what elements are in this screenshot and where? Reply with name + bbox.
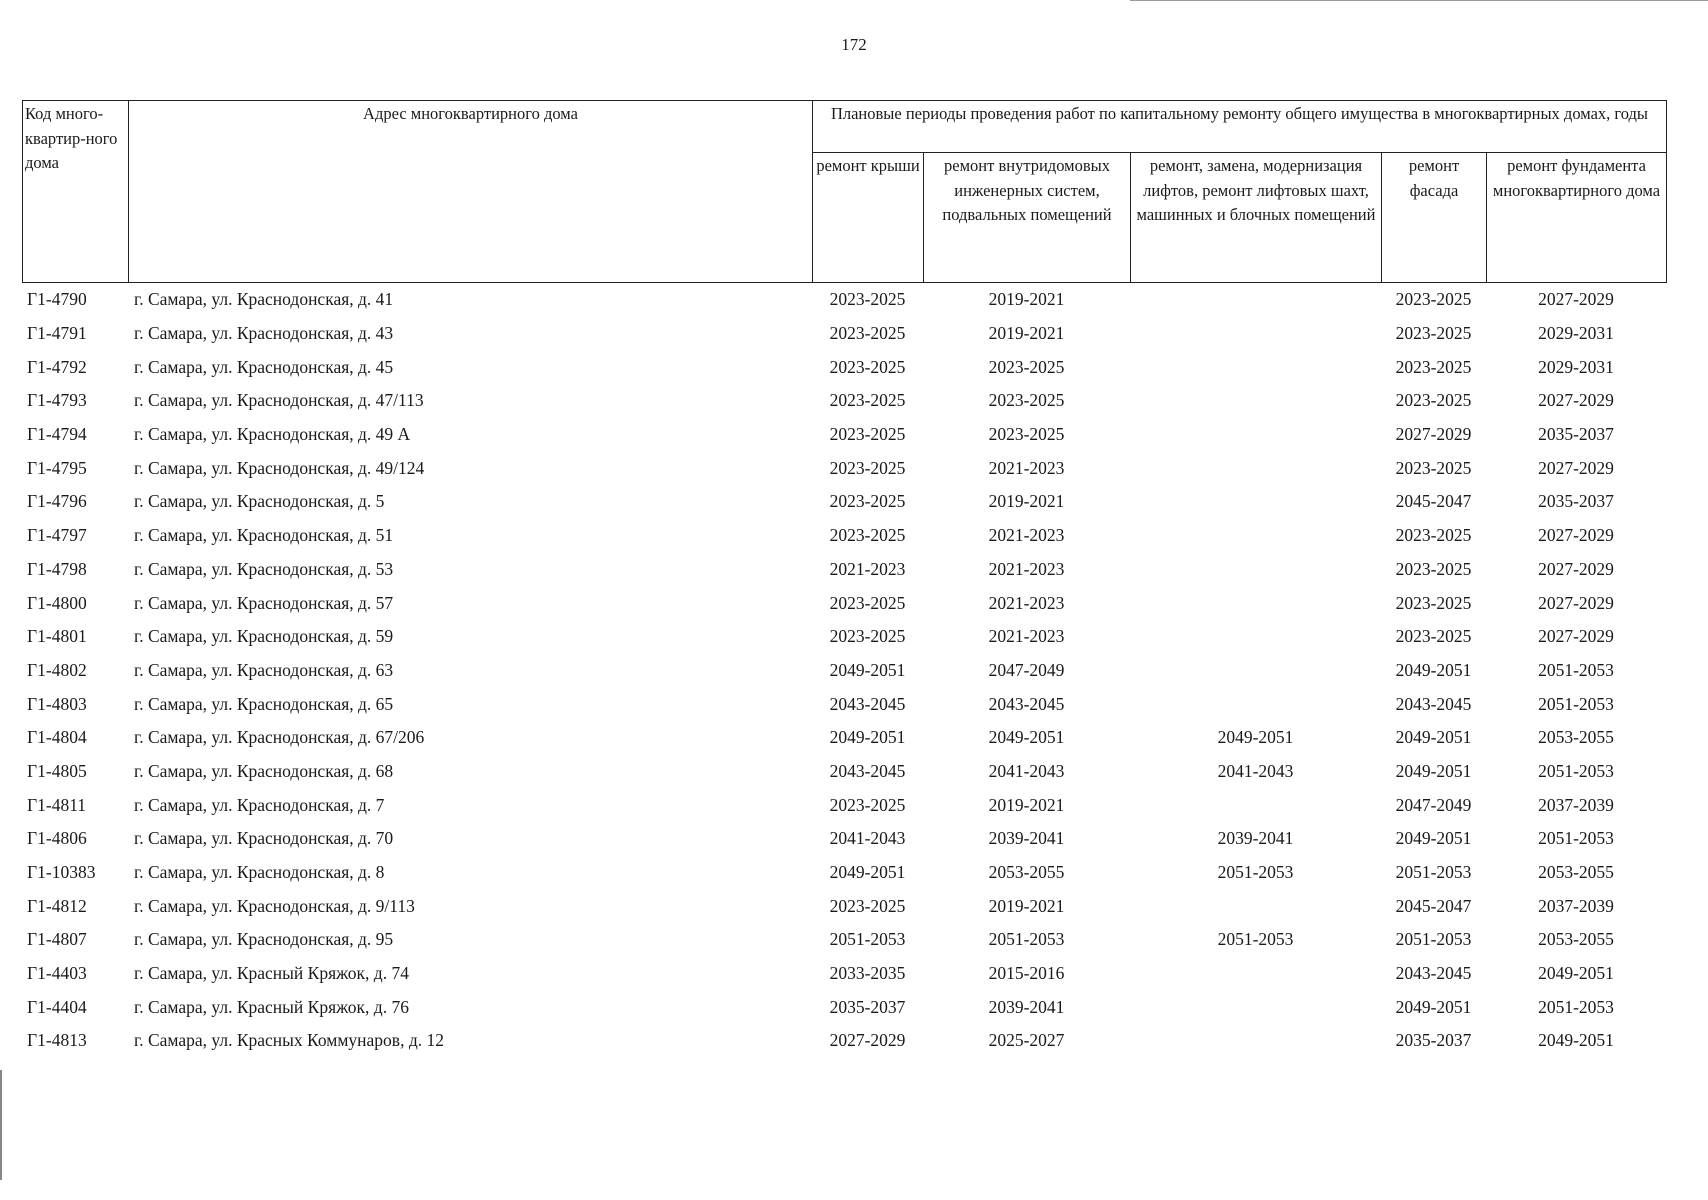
cell-foundation: 2051-2053 <box>1538 760 1614 781</box>
cell-address: г. Самара, ул. Краснодонская, д. 5 <box>134 491 385 512</box>
cell-systems: 2021-2023 <box>988 525 1065 546</box>
header-elevators: ремонт, замена, модернизация лифтов, ремонт лифтовых шахт, машинных и блочных помещений <box>1131 153 1382 283</box>
cell-systems: 2039-2041 <box>988 996 1065 1017</box>
cell-roof: 2043-2045 <box>829 760 906 781</box>
cell-facade: 2051-2053 <box>1395 929 1472 950</box>
cell-systems: 2019-2021 <box>988 323 1065 344</box>
cell-address: г. Самара, ул. Красный Кряжок, д. 74 <box>134 963 409 984</box>
cell-facade: 2045-2047 <box>1395 491 1472 512</box>
cell-address: г. Самара, ул. Краснодонская, д. 70 <box>134 828 394 849</box>
cell-code: Г1-4798 <box>27 558 87 579</box>
cell-address: г. Самара, ул. Краснодонская, д. 95 <box>134 929 394 950</box>
header-periods: Плановые периоды проведения работ по капитальному ремонту общего имущества в многоквартирных домах, годы <box>813 101 1667 153</box>
cell-roof: 2049-2051 <box>829 727 906 748</box>
cell-roof: 2049-2051 <box>829 862 906 883</box>
cell-roof: 2023-2025 <box>829 525 906 546</box>
header-address: Адрес многоквартирного дома <box>129 101 813 283</box>
cell-foundation: 2027-2029 <box>1538 289 1614 310</box>
table-row <box>22 721 1666 755</box>
cell-foundation: 2035-2037 <box>1538 424 1614 445</box>
table-row <box>22 755 1666 789</box>
cell-foundation: 2029-2031 <box>1538 323 1614 344</box>
cell-address: г. Самара, ул. Краснодонская, д. 43 <box>134 323 394 344</box>
cell-elevators <box>1130 620 1381 654</box>
cell-elevators: 2051-2053 <box>1217 862 1294 883</box>
cell-systems: 2051-2053 <box>988 929 1065 950</box>
cell-facade: 2043-2045 <box>1395 693 1472 714</box>
cell-facade: 2023-2025 <box>1395 289 1472 310</box>
table-row <box>22 451 1666 485</box>
cell-foundation: 2027-2029 <box>1538 626 1614 647</box>
table-row <box>22 923 1666 957</box>
cell-facade: 2049-2051 <box>1395 828 1472 849</box>
cell-address: г. Самара, ул. Краснодонская, д. 57 <box>134 592 394 613</box>
cell-systems: 2023-2025 <box>988 424 1065 445</box>
cell-code: Г1-4795 <box>27 457 87 478</box>
cell-code: Г1-4792 <box>27 356 87 377</box>
cell-facade: 2049-2051 <box>1395 760 1472 781</box>
cell-facade: 2027-2029 <box>1395 424 1472 445</box>
cell-elevators <box>1130 519 1381 553</box>
cell-roof: 2023-2025 <box>829 356 906 377</box>
cell-elevators <box>1130 1024 1381 1058</box>
cell-systems: 2043-2045 <box>988 693 1065 714</box>
table-row <box>22 654 1666 688</box>
cell-address: г. Самара, ул. Краснодонская, д. 53 <box>134 558 394 579</box>
cell-roof: 2041-2043 <box>829 828 906 849</box>
cell-address: г. Самара, ул. Краснодонская, д. 45 <box>134 356 394 377</box>
cell-elevators: 2049-2051 <box>1217 727 1294 748</box>
cell-facade: 2049-2051 <box>1395 659 1472 680</box>
cell-systems: 2025-2027 <box>988 1030 1065 1051</box>
cell-code: Г1-4807 <box>27 929 87 950</box>
cell-roof: 2049-2051 <box>829 659 906 680</box>
cell-address: г. Самара, ул. Краснодонская, д. 47/113 <box>134 390 424 411</box>
table-body <box>22 283 1666 1058</box>
cell-facade: 2023-2025 <box>1395 323 1472 344</box>
cell-systems: 2041-2043 <box>988 760 1065 781</box>
cell-systems: 2015-2016 <box>988 963 1065 984</box>
cell-address: г. Самара, ул. Краснодонская, д. 41 <box>134 289 394 310</box>
cell-elevators <box>1130 957 1381 991</box>
cell-address: г. Самара, ул. Краснодонская, д. 67/206 <box>134 727 425 748</box>
cell-facade: 2023-2025 <box>1395 558 1472 579</box>
cell-elevators <box>1130 687 1381 721</box>
cell-foundation: 2053-2055 <box>1538 727 1614 748</box>
cell-address: г. Самара, ул. Краснодонская, д. 8 <box>134 862 385 883</box>
cell-foundation: 2027-2029 <box>1538 558 1614 579</box>
cell-roof: 2051-2053 <box>829 929 906 950</box>
cell-facade: 2023-2025 <box>1395 457 1472 478</box>
cell-foundation: 2037-2039 <box>1538 794 1614 815</box>
cell-roof: 2023-2025 <box>829 424 906 445</box>
table-row <box>22 822 1666 856</box>
cell-address: г. Самара, ул. Краснодонская, д. 65 <box>134 693 394 714</box>
cell-address: г. Самара, ул. Краснодонская, д. 7 <box>134 794 385 815</box>
table-row <box>22 350 1666 384</box>
table-row <box>22 586 1666 620</box>
cell-facade: 2045-2047 <box>1395 895 1472 916</box>
cell-facade: 2051-2053 <box>1395 862 1472 883</box>
cell-systems: 2021-2023 <box>988 457 1065 478</box>
cell-elevators <box>1130 586 1381 620</box>
cell-code: Г1-4796 <box>27 491 87 512</box>
cell-code: Г1-4404 <box>27 996 87 1017</box>
cell-code: Г1-4806 <box>27 828 87 849</box>
cell-code: Г1-4803 <box>27 693 87 714</box>
cell-code: Г1-4790 <box>27 289 87 310</box>
header-facade: ремонт фасада <box>1382 153 1487 283</box>
cell-foundation: 2053-2055 <box>1538 929 1614 950</box>
cell-systems: 2021-2023 <box>988 626 1065 647</box>
cell-facade: 2023-2025 <box>1395 592 1472 613</box>
cell-elevators <box>1130 283 1381 317</box>
cell-code: Г1-4812 <box>27 895 87 916</box>
table-row <box>22 553 1666 587</box>
cell-code: Г1-4802 <box>27 659 87 680</box>
table-row <box>22 485 1666 519</box>
cell-code: Г1-4403 <box>27 963 87 984</box>
cell-code: Г1-4800 <box>27 592 87 613</box>
cell-systems: 2049-2051 <box>988 727 1065 748</box>
cell-code: Г1-4791 <box>27 323 87 344</box>
table-row <box>22 283 1666 317</box>
cell-elevators <box>1130 418 1381 452</box>
cell-address: г. Самара, ул. Красный Кряжок, д. 76 <box>134 996 409 1017</box>
cell-address: г. Самара, ул. Красных Коммунаров, д. 12 <box>134 1030 444 1051</box>
cell-foundation: 2051-2053 <box>1538 693 1614 714</box>
table-header <box>22 100 1667 283</box>
scan-margin-line <box>0 1070 2 1180</box>
cell-foundation: 2035-2037 <box>1538 491 1614 512</box>
table-row <box>22 1024 1666 1058</box>
cell-foundation: 2051-2053 <box>1538 659 1614 680</box>
table-row <box>22 317 1666 351</box>
cell-foundation: 2049-2051 <box>1538 1030 1614 1051</box>
cell-roof: 2027-2029 <box>829 1030 906 1051</box>
cell-systems: 2021-2023 <box>988 558 1065 579</box>
cell-elevators <box>1130 317 1381 351</box>
cell-foundation: 2027-2029 <box>1538 457 1614 478</box>
cell-elevators <box>1130 889 1381 923</box>
scan-edge-line <box>1130 0 1708 1</box>
table-row <box>22 519 1666 553</box>
header-code: Код много-квартир-ного дома <box>23 101 129 283</box>
cell-foundation: 2037-2039 <box>1538 895 1614 916</box>
header-systems: ремонт внутридомовых инженерных систем, подвальных помещений <box>924 153 1131 283</box>
cell-systems: 2047-2049 <box>988 659 1065 680</box>
cell-roof: 2021-2023 <box>829 558 906 579</box>
cell-elevators <box>1130 451 1381 485</box>
cell-elevators: 2039-2041 <box>1217 828 1294 849</box>
cell-code: Г1-4797 <box>27 525 87 546</box>
cell-systems: 2019-2021 <box>988 491 1065 512</box>
cell-roof: 2043-2045 <box>829 693 906 714</box>
cell-address: г. Самара, ул. Краснодонская, д. 49/124 <box>134 457 425 478</box>
cell-code: Г1-4805 <box>27 760 87 781</box>
cell-systems: 2019-2021 <box>988 895 1065 916</box>
cell-facade: 2047-2049 <box>1395 794 1472 815</box>
cell-elevators: 2041-2043 <box>1217 760 1294 781</box>
cell-foundation: 2051-2053 <box>1538 996 1614 1017</box>
table-rows <box>22 283 1666 1058</box>
cell-foundation: 2049-2051 <box>1538 963 1614 984</box>
cell-elevators: 2051-2053 <box>1217 929 1294 950</box>
cell-facade: 2023-2025 <box>1395 626 1472 647</box>
cell-address: г. Самара, ул. Краснодонская, д. 9/113 <box>134 895 415 916</box>
cell-address: г. Самара, ул. Краснодонская, д. 59 <box>134 626 394 647</box>
cell-foundation: 2027-2029 <box>1538 390 1614 411</box>
cell-code: Г1-4793 <box>27 390 87 411</box>
cell-roof: 2035-2037 <box>829 996 906 1017</box>
header-roof: ремонт крыши <box>813 153 924 283</box>
cell-code: Г1-4813 <box>27 1030 87 1051</box>
cell-systems: 2023-2025 <box>988 390 1065 411</box>
cell-roof: 2023-2025 <box>829 457 906 478</box>
cell-elevators <box>1130 553 1381 587</box>
cell-roof: 2023-2025 <box>829 491 906 512</box>
cell-roof: 2023-2025 <box>829 289 906 310</box>
cell-systems: 2019-2021 <box>988 289 1065 310</box>
cell-facade: 2023-2025 <box>1395 390 1472 411</box>
cell-systems: 2023-2025 <box>988 356 1065 377</box>
cell-roof: 2023-2025 <box>829 323 906 344</box>
cell-roof: 2023-2025 <box>829 592 906 613</box>
cell-code: Г1-4794 <box>27 424 87 445</box>
cell-roof: 2023-2025 <box>829 626 906 647</box>
cell-systems: 2039-2041 <box>988 828 1065 849</box>
cell-elevators <box>1130 990 1381 1024</box>
table-row <box>22 620 1666 654</box>
table-row <box>22 957 1666 991</box>
table-row <box>22 418 1666 452</box>
cell-facade: 2023-2025 <box>1395 356 1472 377</box>
cell-address: г. Самара, ул. Краснодонская, д. 49 А <box>134 424 411 445</box>
cell-code: Г1-4811 <box>27 794 87 815</box>
table-row <box>22 687 1666 721</box>
cell-foundation: 2051-2053 <box>1538 828 1614 849</box>
table-row <box>22 990 1666 1024</box>
table-row <box>22 889 1666 923</box>
cell-systems: 2053-2055 <box>988 862 1065 883</box>
cell-systems: 2019-2021 <box>988 794 1065 815</box>
cell-elevators <box>1130 788 1381 822</box>
page-number: 172 <box>841 35 867 54</box>
cell-elevators <box>1130 485 1381 519</box>
cell-roof: 2023-2025 <box>829 895 906 916</box>
cell-facade: 2023-2025 <box>1395 525 1472 546</box>
cell-facade: 2035-2037 <box>1395 1030 1472 1051</box>
cell-foundation: 2029-2031 <box>1538 356 1614 377</box>
cell-facade: 2049-2051 <box>1395 996 1472 1017</box>
header-foundation: ремонт фундамента многоквартирного дома <box>1487 153 1667 283</box>
cell-code: Г1-4804 <box>27 727 87 748</box>
cell-elevators <box>1130 350 1381 384</box>
table-row <box>22 856 1666 890</box>
cell-elevators <box>1130 654 1381 688</box>
cell-address: г. Самара, ул. Краснодонская, д. 63 <box>134 659 394 680</box>
table-row <box>22 788 1666 822</box>
cell-facade: 2049-2051 <box>1395 727 1472 748</box>
cell-roof: 2023-2025 <box>829 390 906 411</box>
cell-roof: 2023-2025 <box>829 794 906 815</box>
cell-roof: 2033-2035 <box>829 963 906 984</box>
cell-address: г. Самара, ул. Краснодонская, д. 51 <box>134 525 394 546</box>
cell-systems: 2021-2023 <box>988 592 1065 613</box>
cell-foundation: 2027-2029 <box>1538 592 1614 613</box>
cell-foundation: 2053-2055 <box>1538 862 1614 883</box>
cell-code: Г1-10383 <box>27 862 96 883</box>
cell-code: Г1-4801 <box>27 626 87 647</box>
cell-foundation: 2027-2029 <box>1538 525 1614 546</box>
cell-elevators <box>1130 384 1381 418</box>
cell-address: г. Самара, ул. Краснодонская, д. 68 <box>134 760 394 781</box>
cell-facade: 2043-2045 <box>1395 963 1472 984</box>
table-row <box>22 384 1666 418</box>
